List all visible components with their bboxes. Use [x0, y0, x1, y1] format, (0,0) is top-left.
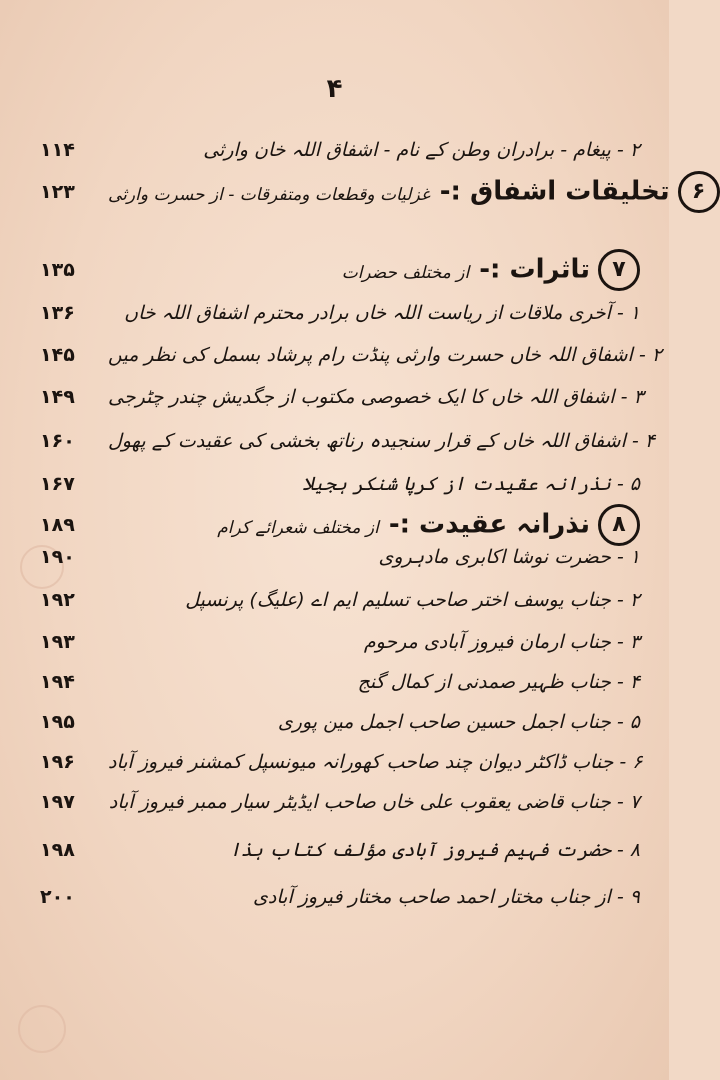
- page-ref: ۱۴۵: [40, 344, 75, 366]
- page-ref: ۱۲۳: [40, 181, 75, 203]
- section-subtitle: غزلیات وقطعات ومتفرقات - از حسرت وارثی: [108, 184, 430, 205]
- page-ref: ۱۹۵: [40, 711, 75, 733]
- toc-entry: [40, 467, 640, 501]
- page-ref: ۱۸۹: [40, 514, 75, 536]
- entry-text: ۸ - حضرت فہیم فیروز آبادی مؤلف کتاب ہذا: [229, 839, 640, 861]
- toc-entry: [40, 338, 662, 372]
- toc-entry: [40, 665, 640, 699]
- page-ref: ۱۴۹: [40, 386, 75, 408]
- section-title: نذرانہ عقیدت :-: [388, 509, 590, 540]
- entry-text: ۲ - جناب یوسف اختر صاحب تسلیم ایم اے (علیگ) پرنسپل: [185, 589, 640, 611]
- entry-text: ۲ - اشفاق اللہ خاں حسرت وارثی پنڈت رام پرشاد بسمل کی نظر میں: [108, 344, 662, 366]
- section-number-badge: ۷: [598, 249, 640, 291]
- section-subtitle: از مختلف حضرات: [341, 262, 470, 283]
- page-ref: ۱۹۴: [40, 671, 75, 693]
- entry-text: ۲ - پیغام - برادران وطن کے نام - اشفاق اللہ خان وارثی: [203, 139, 640, 161]
- page-ref: ۱۹۷: [40, 791, 75, 813]
- toc-entry: [40, 583, 640, 617]
- toc-entry: [40, 833, 640, 867]
- section-subtitle: از مختلف شعرائے کرام: [217, 517, 379, 538]
- page-number: ۴: [326, 74, 343, 104]
- section-title-line: [108, 249, 640, 291]
- toc-entry: [40, 745, 643, 779]
- page-ref: ۲۰۰: [40, 886, 75, 908]
- entry-text: ۴ - جناب ظہیر صمدنی از کمال گنج: [357, 671, 640, 693]
- entry-text: ۹ - از جناب مختار احمد صاحب مختار فیروز آبادی: [253, 886, 640, 908]
- section-number-badge: ۶: [678, 171, 720, 213]
- page-ref: ۱۱۴: [40, 139, 75, 161]
- toc-entry: [40, 705, 640, 739]
- toc-entry: [40, 785, 640, 819]
- entry-text: ۵ - جناب اجمل حسین صاحب اجمل مین پوری: [277, 711, 640, 733]
- section-heading-7: [40, 248, 640, 292]
- toc-entry: [40, 133, 640, 167]
- page-ref: ۱۹۶: [40, 751, 75, 773]
- entry-text: ۴ - اشفاق اللہ خاں کے قرار سنجیدہ رناتھ بخشی کی عقیدت کے پھول: [108, 430, 656, 452]
- page-ref: ۱۳۵: [40, 259, 75, 281]
- toc-entry: [40, 625, 640, 659]
- section-title: تاثرات :-: [479, 254, 590, 285]
- entry-text: ۷ - جناب قاضی یعقوب علی خاں صاحب ایڈیٹر سیار ممبر فیروز آباد: [108, 791, 640, 813]
- toc-entry: [40, 296, 640, 330]
- page-ref: ۱۹۰: [40, 546, 75, 568]
- section-number-badge: ۸: [598, 504, 640, 546]
- entry-text: ۱ - حضرت نوشا اکابری مادہروی: [378, 546, 640, 568]
- toc-entry: [40, 424, 656, 458]
- page-ref: ۱۹۸: [40, 839, 75, 861]
- page-ref: ۱۳۶: [40, 302, 75, 324]
- toc-entry: [40, 540, 640, 574]
- page-ref: ۱۶۰: [40, 430, 75, 452]
- entry-text: ۳ - اشفاق اللہ خاں کا ایک خصوصی مکتوب از جگدیش چندر چٹرجی: [108, 386, 644, 408]
- page-ref: ۱۹۳: [40, 631, 75, 653]
- entry-text: ۱ - آخری ملاقات از ریاست اللہ خاں برادر محترم اشفاق اللہ خاں: [124, 302, 640, 324]
- toc-entry: [40, 380, 644, 414]
- page-ref: ۱۹۲: [40, 589, 75, 611]
- section-title: تخلیقات اشفاق :-: [439, 176, 670, 207]
- entry-text: ۵ - نذرانہ عقیدت از کرپا شنکر ہجیلا: [302, 473, 640, 495]
- entry-text: ۳ - جناب ارمان فیروز آبادی مرحوم: [363, 631, 640, 653]
- section-title-line: [108, 171, 720, 213]
- toc-entry: [40, 880, 640, 914]
- page-ref: ۱۶۷: [40, 473, 75, 495]
- entry-text: ۶ - جناب ڈاکٹر دیوان چند صاحب کھورانہ میونسپل کمشنر فیروز آباد: [108, 751, 643, 773]
- section-heading-6: [40, 170, 706, 214]
